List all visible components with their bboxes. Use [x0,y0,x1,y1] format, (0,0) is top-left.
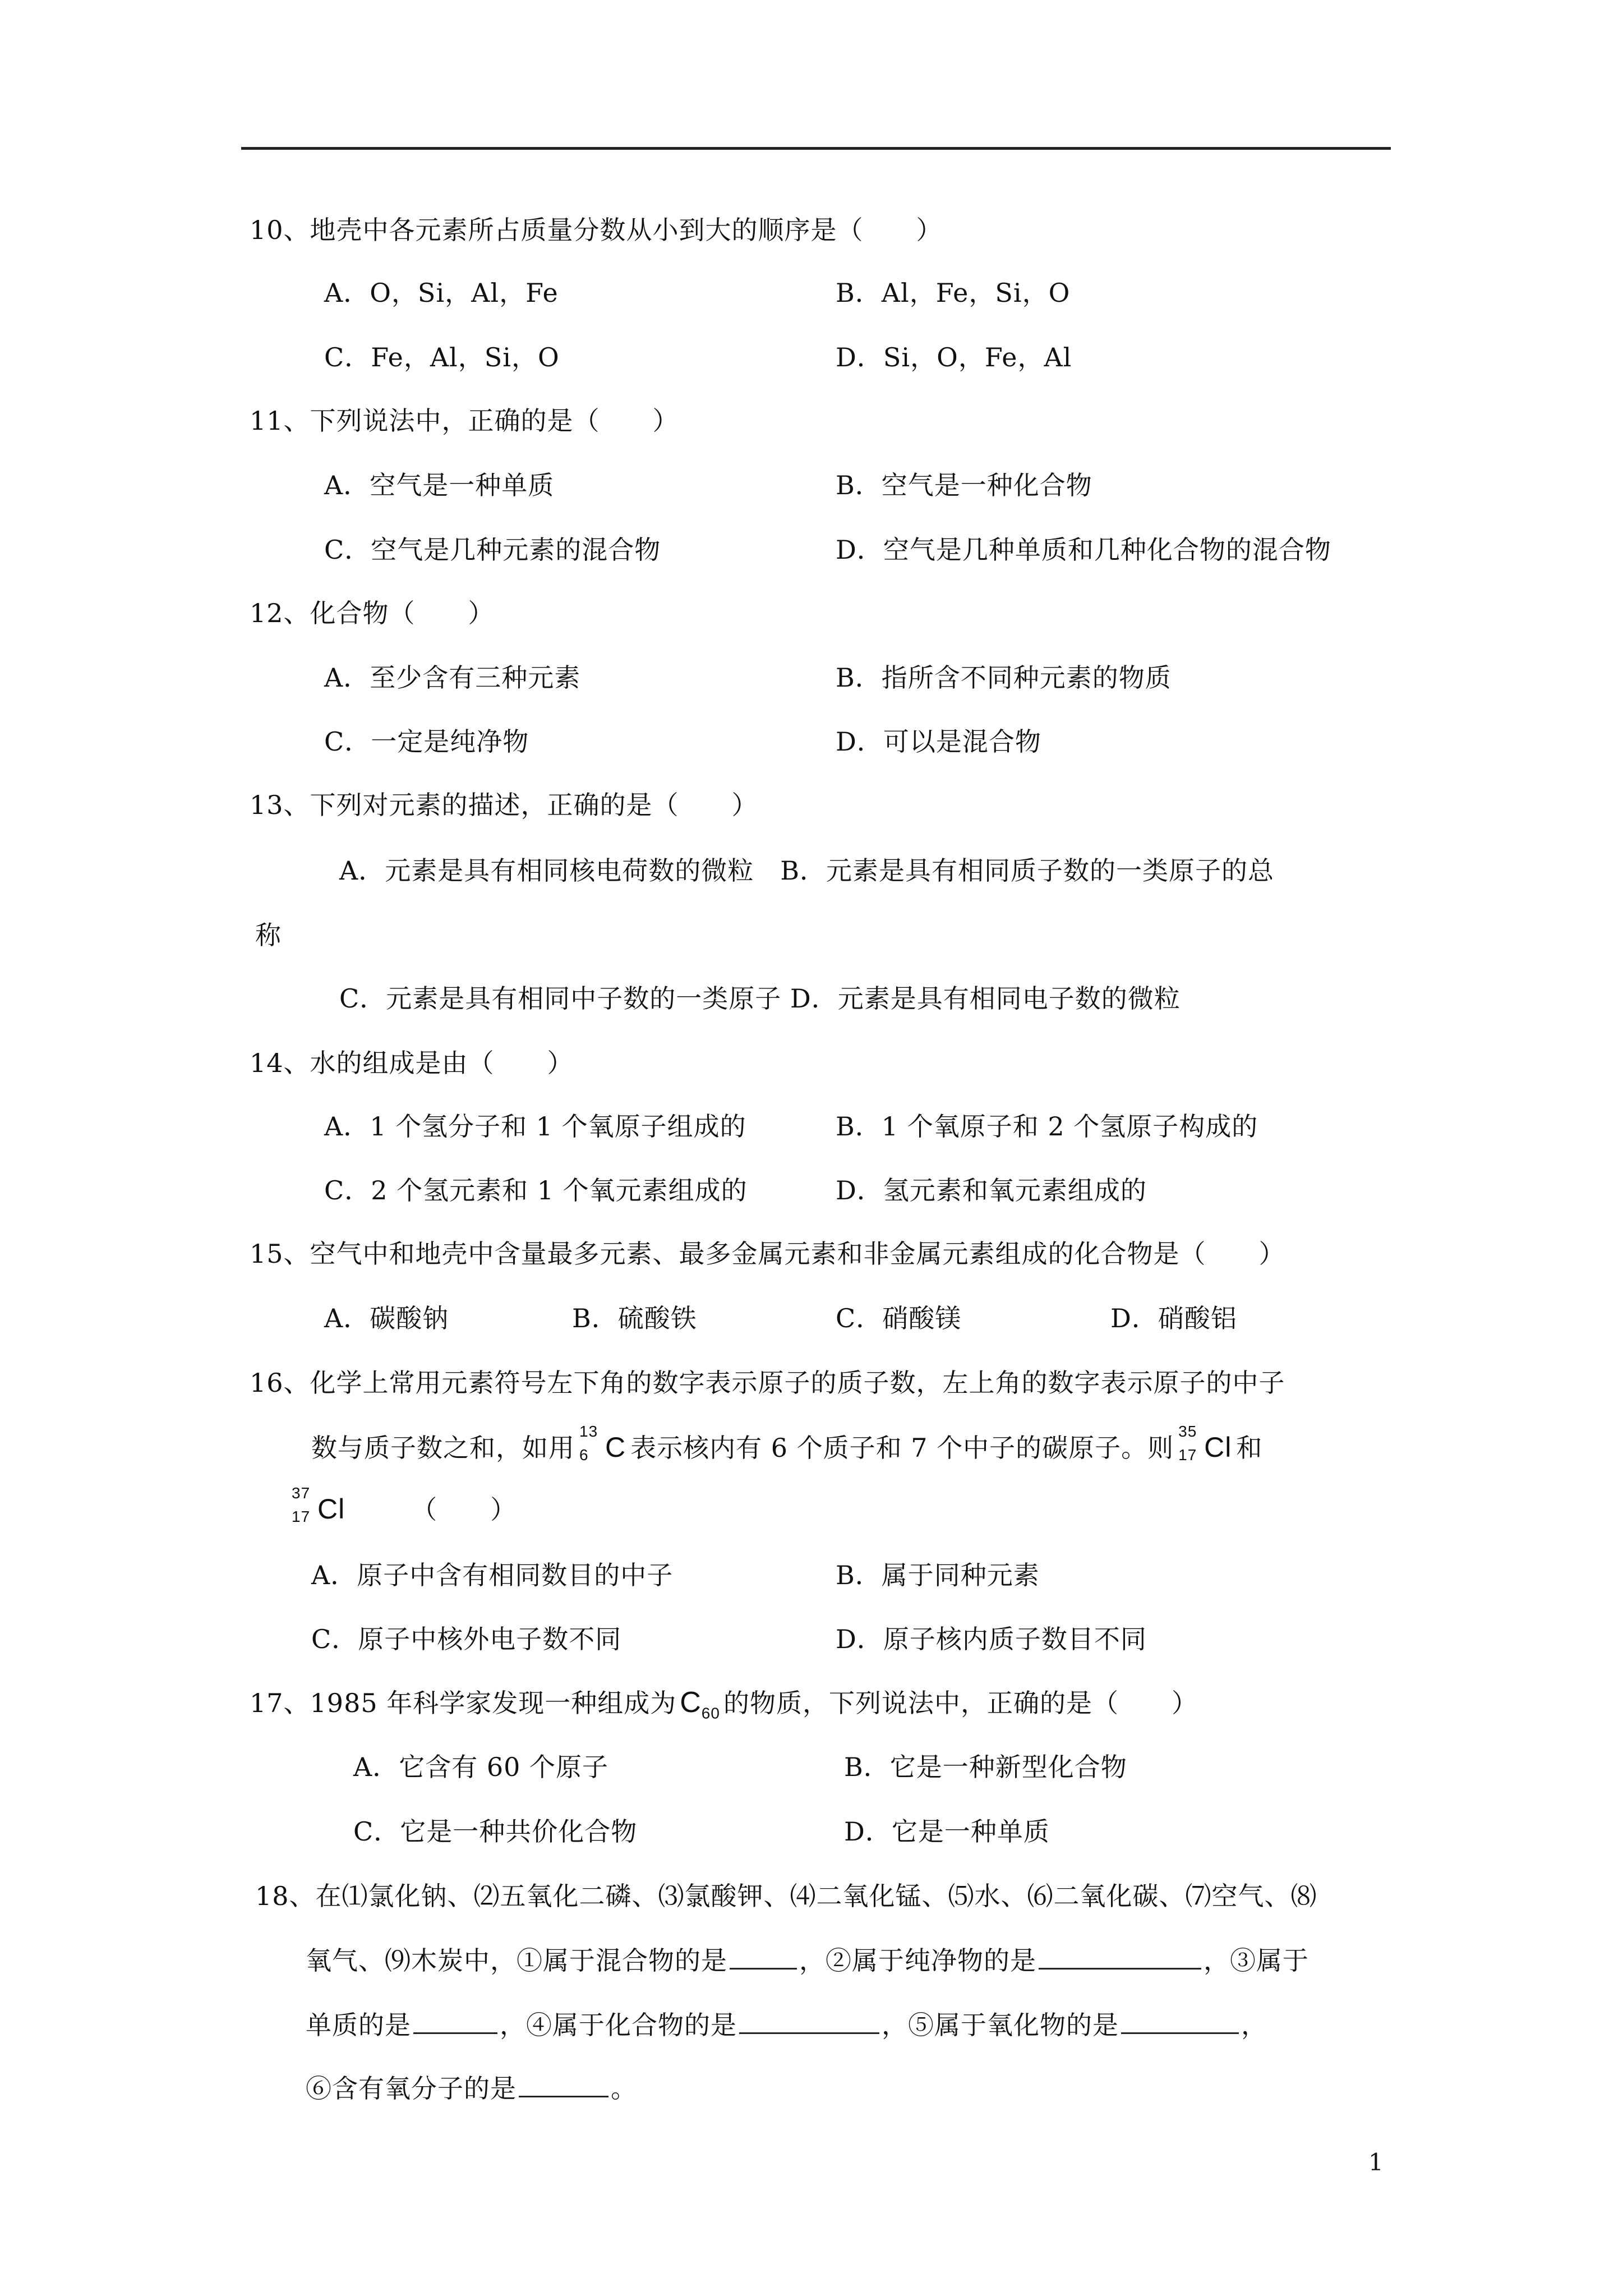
answer-blank-pure-substances[interactable] [1039,1945,1201,1970]
q14-option-c: C．2 个氢元素和 1 个氧元素组成的 [324,1175,748,1205]
q11-option-b: B．空气是一种化合物 [836,470,1092,500]
nuclide-atomic-number: 6 [579,1446,589,1464]
q16-stem-line3 [292,1484,517,1526]
q12-option-c: C．一定是纯净物 [324,726,529,757]
q16-stem-line2 [311,1423,1263,1465]
q11-stem: 11、下列说法中，正确的是（ ） [250,406,679,436]
answer-blank-mixtures[interactable] [730,1945,797,1970]
q17-option-a: A．它含有 60 个原子 [353,1752,608,1782]
q18-line4-part-b: 。 [611,2073,637,2104]
q13-options-cd: C．元素是具有相同中子数的一类原子 D．元素是具有相同电子数的微粒 [339,983,1181,1014]
q11-option-a: A．空气是一种单质 [324,470,555,500]
q15-option-c: C．硝酸镁 [836,1303,962,1333]
q13-stem: 13、下列对元素的描述，正确的是（ ） [250,790,758,820]
q18-line3-part-d: ， [1241,2010,1267,2040]
q11-option-c: C．空气是几种元素的混合物 [324,535,661,565]
q13-options-ab: A．元素是具有相同核电荷数的微粒 B．元素是具有相同质子数的一类原子的总 [339,855,1275,886]
molecule-subscript: 60 [701,1704,720,1722]
page-number: 1 [1368,2148,1384,2176]
q10-option-c: C．Fe，Al，Si，O [324,342,560,372]
q18-line1: 18、在⑴氯化钠、⑵五氧化二磷、⑶氯酸钾、⑷二氧化锰、⑸水、⑹二氧化碳、⑺空气、⑻ [255,1881,1317,1911]
nuclide-mass-number: 35 [1178,1423,1197,1440]
carbon-13-nuclide [579,1423,626,1464]
nuclide-mass-number: 37 [292,1484,311,1502]
answer-blank-compounds[interactable] [739,2010,879,2034]
chlorine-35-nuclide [1178,1423,1232,1464]
q16-option-a: A．原子中含有相同数目的中子 [311,1560,674,1590]
q18-line3 [306,2008,1267,2042]
q17-option-c: C．它是一种共价化合物 [353,1816,638,1847]
q17-option-b: B．它是一种新型化合物 [844,1752,1127,1782]
q14-option-d: D．氢元素和氧元素组成的 [836,1175,1147,1205]
q17-stem-part-b: 的物质，下列说法中，正确的是（ ） [723,1688,1198,1718]
q16-answer-paren: （ ） [411,1494,517,1525]
q10-option-b: B．Al，Fe，Si，O [836,278,1071,308]
q14-option-b: B．1 个氧原子和 2 个氢原子构成的 [836,1111,1258,1142]
q18-line3-part-a: 单质的是 [306,2010,411,2040]
q14-stem: 14、水的组成是由（ ） [250,1048,574,1078]
chlorine-37-nuclide [292,1484,345,1526]
q14-option-a: A．1 个氢分子和 1 个氧原子组成的 [324,1111,746,1142]
answer-blank-oxides[interactable] [1121,2010,1239,2034]
q12-option-a: A．至少含有三种元素 [324,662,581,693]
header-rule [241,147,1391,150]
q18-line2-part-b: ，②属于纯净物的是 [799,1945,1036,1976]
q16-option-d: D．原子核内质子数目不同 [836,1624,1147,1654]
q16-stem-part-c: 和 [1236,1433,1263,1463]
q17-stem [250,1686,1198,1730]
q18-line3-part-c: ，⑤属于氧化物的是 [882,2010,1119,2040]
q18-line2 [306,1944,1309,1977]
q16-option-c: C．原子中核外电子数不同 [311,1624,622,1654]
q16-stem-line1: 16、化学上常用元素符号左下角的数字表示原子的质子数，左上角的数字表示原子的中子 [250,1368,1285,1398]
q12-option-d: D．可以是混合物 [836,726,1041,757]
q15-option-a: A．碳酸钠 [324,1303,449,1333]
nuclide-symbol: Cl [1204,1432,1232,1463]
q18-line3-part-b: ，④属于化合物的是 [500,2010,737,2040]
q16-stem-part-a: 数与质子数之和，如用 [311,1433,575,1463]
q10-stem: 10、地壳中各元素所占质量分数从小到大的顺序是（ ） [250,215,943,245]
q17-stem-part-a: 17、1985 年科学家发现一种组成为 [250,1688,677,1718]
q11-option-d: D．空气是几种单质和几种化合物的混合物 [836,535,1331,565]
nuclide-symbol: C [605,1432,626,1463]
nuclide-symbol: Cl [317,1493,345,1525]
answer-blank-oxygen-molecules[interactable] [519,2073,608,2097]
q16-stem-part-b: 表示核内有 6 个质子和 7 个中子的碳原子。则 [630,1433,1174,1463]
q17-option-d: D．它是一种单质 [844,1816,1050,1847]
nuclide-mass-number: 13 [579,1423,598,1440]
q18-line2-part-c: ，③属于 [1204,1945,1309,1976]
q15-option-d: D．硝酸铝 [1110,1303,1237,1333]
q10-option-d: D．Si，O，Fe，Al [836,342,1072,372]
c60-molecule [680,1686,720,1730]
answer-blank-elements[interactable] [413,2010,497,2034]
q18-line4 [306,2072,637,2105]
q10-option-a: A．O，Si，Al，Fe [324,278,559,308]
q18-line2-part-a: 氧气、⑼木炭中，①属于混合物的是 [306,1945,727,1976]
q15-option-b: B．硫酸铁 [572,1303,697,1333]
q12-stem: 12、化合物（ ） [250,598,495,628]
q16-option-b: B．属于同种元素 [836,1560,1040,1590]
q18-line4-part-a: ⑥含有氧分子的是 [306,2073,517,2104]
q13-options-ab-continued: 称 [255,920,282,950]
q12-option-b: B．指所含不同种元素的物质 [836,662,1172,693]
nuclide-atomic-number: 17 [1178,1446,1197,1464]
molecule-symbol: C [680,1686,702,1719]
nuclide-atomic-number: 17 [292,1508,311,1525]
q15-stem: 15、空气中和地壳中含量最多元素、最多金属元素和非金属元素组成的化合物是（ ） [250,1239,1285,1269]
